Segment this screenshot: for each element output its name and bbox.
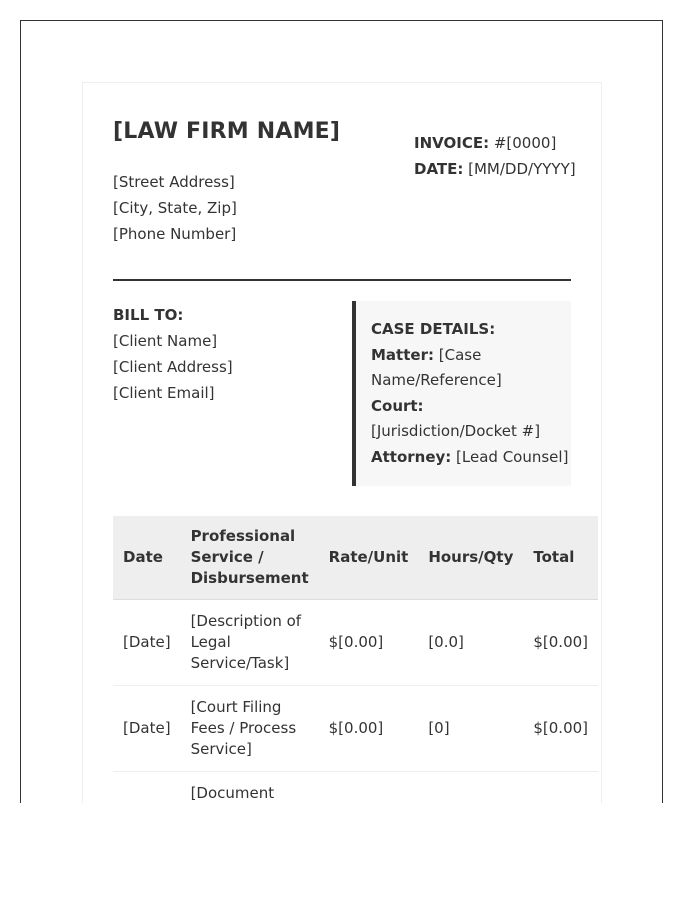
bill-to-block: [113, 302, 233, 406]
court-line: [371, 394, 571, 445]
court-label: Court:: [371, 396, 424, 415]
attorney-label: Attorney:: [371, 447, 452, 466]
cell-date: [Date]: [113, 600, 181, 686]
client-address: [Client Address]: [113, 358, 233, 376]
firm-phone: [Phone Number]: [113, 225, 237, 243]
invoice-number: #[0000]: [489, 134, 557, 152]
firm-street: [Street Address]: [113, 173, 235, 191]
cell-description: [Description of Legal Service/Task]: [181, 600, 319, 686]
firm-address-block: [113, 169, 237, 247]
cell-rate: [319, 772, 419, 804]
attorney-value: [Lead Counsel]: [451, 447, 569, 466]
firm-city: [City, State, Zip]: [113, 199, 237, 217]
cell-hours: [0]: [418, 686, 523, 772]
line-items-table: [113, 516, 598, 803]
invoice-label: INVOICE:: [414, 134, 490, 152]
case-details-box: [352, 301, 571, 486]
cell-hours: [418, 772, 523, 804]
column-header-hours: Hours/Qty: [418, 516, 523, 600]
cell-hours: [0.0]: [418, 600, 523, 686]
cell-date: [113, 772, 181, 804]
cell-total: $[0.00]: [523, 600, 598, 686]
invoice-date: [MM/DD/YYYY]: [463, 160, 576, 178]
cell-rate: $[0.00]: [319, 600, 419, 686]
cell-total: [523, 772, 598, 804]
case-details-title: CASE DETAILS:: [371, 320, 496, 338]
client-name: [Client Name]: [113, 332, 218, 350]
invoice-document: [82, 82, 602, 803]
matter-label: Matter:: [371, 345, 434, 364]
column-header-total: Total: [523, 516, 598, 600]
bill-to-title: BILL TO:: [113, 306, 184, 324]
cell-total: $[0.00]: [523, 686, 598, 772]
invoice-date-line: [414, 156, 576, 182]
column-header-date: Date: [113, 516, 181, 600]
table-row: [113, 600, 598, 686]
table-row: [113, 772, 598, 804]
firm-name: [LAW FIRM NAME]: [113, 119, 341, 144]
page-frame: [20, 20, 663, 803]
cell-rate: $[0.00]: [319, 686, 419, 772]
table-row: [113, 686, 598, 772]
matter-value: [Case Name/Reference]: [371, 345, 502, 390]
cell-description: [Court Filing Fees / Process Service]: [181, 686, 319, 772]
column-header-service: Professional Service / Disbursement: [181, 516, 319, 600]
cell-description: [Document: [181, 772, 319, 804]
matter-line: [371, 343, 571, 394]
date-label: DATE:: [414, 160, 464, 178]
client-email: [Client Email]: [113, 384, 215, 402]
column-header-rate: Rate/Unit: [319, 516, 419, 600]
court-value: [Jurisdiction/Docket #]: [371, 422, 541, 441]
header-divider: [113, 279, 571, 281]
table-header-row: [113, 516, 598, 600]
attorney-line: [371, 445, 571, 471]
cell-date: [Date]: [113, 686, 181, 772]
invoice-number-line: [414, 130, 576, 156]
invoice-meta: [414, 130, 576, 182]
